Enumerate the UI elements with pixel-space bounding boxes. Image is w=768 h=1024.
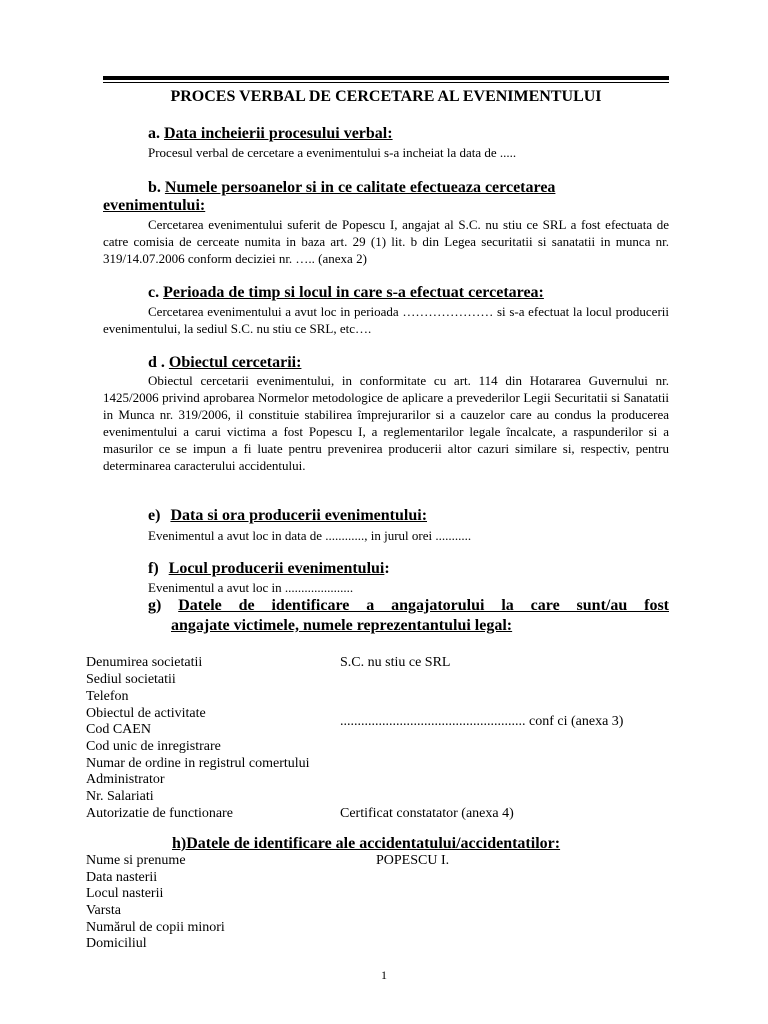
section-g-title-line1: Datele de identificare a angajatorului la care sunt/au fost	[178, 597, 669, 614]
section-e-text: Evenimentul a avut loc in data de ............, in jurul orei ...........	[148, 528, 472, 543]
section-d-prefix: d .	[148, 354, 165, 371]
section-c-paragraph	[103, 303, 669, 337]
section-f-title: Locul producerii evenimentului	[168, 560, 385, 577]
section-e-title: Data si ora producerii evenimentului:	[170, 507, 428, 524]
victim-field-label: Varsta	[86, 903, 121, 918]
employer-field-label: Denumirea societatii	[86, 655, 203, 670]
section-g-prefix: g)	[148, 597, 162, 614]
section-f-text: Evenimentul a avut loc in .....................	[148, 580, 354, 595]
employer-field-label: Obiectul de activitate	[86, 706, 206, 721]
section-a-heading	[148, 125, 393, 143]
section-h-heading: h)Datele de identificare ale accidentatului/accidentatilor:	[172, 835, 561, 852]
section-d-heading	[148, 354, 301, 372]
section-d-title: Obiectul cercetarii:	[168, 354, 302, 371]
section-b-title-line2: evenimentului:	[103, 197, 206, 214]
section-e-heading	[148, 507, 427, 525]
section-c-title: Perioada de timp si locul in care s-a efectuat cercetarea:	[163, 284, 544, 301]
header-rule-thick	[103, 76, 669, 80]
victim-field-label: Nume si prenume	[86, 853, 186, 868]
document-title: PROCES VERBAL DE CERCETARE AL EVENIMENTULUI	[170, 88, 602, 105]
victim-field-label: Locul nasterii	[86, 886, 164, 901]
employer-activity-value: ..................................................... conf ci (anexa 3)	[340, 714, 624, 729]
victim-field-label: Data nasterii	[86, 870, 158, 885]
section-b-paragraph	[103, 216, 669, 267]
employer-company-value: S.C. nu stiu ce SRL	[340, 655, 451, 670]
employer-field-label: Administrator	[86, 772, 165, 787]
section-c-text: Cercetarea evenimentului a avut loc in perioada ………………… si s-a efectuat la locul producerii evenimentului, la sediul S.C. nu stiu ce SRL, etc….	[103, 304, 669, 336]
section-g-heading	[148, 597, 669, 615]
section-b-text: Cercetarea evenimentului suferit de Popescu I, angajat al S.C. nu stiu ce SRL a fost efectuata de catre comisia de cerceate numita in baza art. 29 (1) lit. b din Legea securitatii si sanatatii in munca nr. 319/14.07.2006 conform deciziei nr. ….. (anexa 2)	[103, 217, 669, 266]
section-d-text: Obiectul cercetarii evenimentului, in conformitate cu art. 114 din Hotararea Guvernului nr. 1425/2006 privind aprobarea Normelor metodologice de aplicare a prevederilor Legii Securitatii si Sanatatii in Munca nr. 319/2006, il constituie stabilirea împrejurarilor si a cauzelor care au condus la producerea evenimentului a carui victima a fost Popescu I, a reglementarilor legale încalcate, a raspunderilor si a masurilor ce se impun a fi luate pentru prevenirea producerii altor cazuri similare si, respectiv, pentru determinarea caracterului accidentului.	[103, 373, 669, 473]
section-d-paragraph	[103, 372, 669, 474]
employer-field-label: Autorizatie de functionare	[86, 806, 233, 821]
victim-field-label: Domiciliul	[86, 936, 147, 951]
section-e-prefix: e)	[148, 507, 161, 524]
section-b-heading	[148, 179, 555, 197]
section-a-text: Procesul verbal de cercetare a evenimentului s-a incheiat la data de .....	[148, 145, 517, 160]
section-c-heading	[148, 284, 544, 302]
employer-field-label: Cod CAEN	[86, 722, 151, 737]
victim-name-value: POPESCU I.	[376, 853, 450, 868]
section-c-prefix: c.	[148, 284, 160, 301]
section-a-prefix: a.	[148, 125, 160, 142]
section-b-title-line1: Numele persoanelor si in ce calitate efectueaza cercetarea	[164, 179, 556, 196]
employer-field-label: Telefon	[86, 689, 129, 704]
section-f-prefix: f)	[148, 560, 159, 577]
section-f-colon: :	[384, 560, 390, 577]
section-b-prefix: b.	[148, 179, 161, 196]
section-g-title-line2: angajate victimele, numele reprezentantului legal:	[171, 617, 513, 634]
page-number: 1	[381, 968, 387, 982]
employer-field-label: Sediul societatii	[86, 672, 176, 687]
header-rule-thin	[103, 82, 669, 83]
employer-field-label: Numar de ordine in registrul comertului	[86, 756, 310, 771]
employer-authorization-value: Certificat constatator (anexa 4)	[340, 806, 514, 821]
section-a-title: Data incheierii procesului verbal:	[164, 125, 393, 142]
employer-field-label: Cod unic de inregistrare	[86, 739, 221, 754]
victim-field-label: Numărul de copii minori	[86, 920, 225, 935]
employer-field-label: Nr. Salariati	[86, 789, 154, 804]
section-f-heading	[148, 560, 390, 578]
